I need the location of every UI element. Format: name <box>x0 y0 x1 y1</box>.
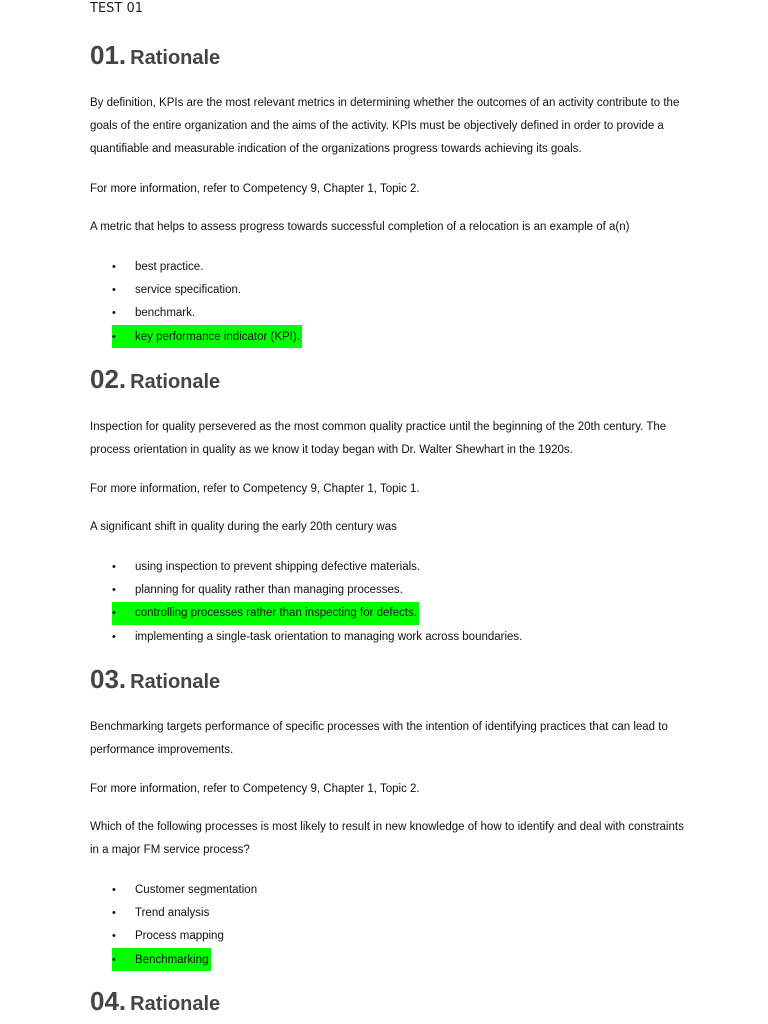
option-text: Benchmarking <box>135 953 209 966</box>
section-number: 03. <box>90 664 127 694</box>
answer-option <box>112 578 403 601</box>
bullet-icon: • <box>112 930 116 943</box>
bullet-icon: • <box>112 953 116 966</box>
section-2-heading <box>90 364 220 395</box>
answer-option <box>112 255 203 278</box>
section-2-reference: For more information, refer to Competency 9, Chapter 1, Topic 1. <box>90 483 420 495</box>
option-text: implementing a single-task orientation to managing work across boundaries. <box>135 630 523 643</box>
section-1-rationale: By definition, KPIs are the most relevant metrics in determining whether the outcomes of an activity contribute to the goals of the entire organization and the aims of the activity. KPIs must be objectively defined in order to provide a quantifiable and measurable indication of the organizations progress towards achieving its goals. <box>90 97 680 155</box>
section-3-rationale: Benchmarking targets performance of specific processes with the intention of identifying practices that can lead to performance improvements. <box>90 721 668 756</box>
section-3-question: Which of the following processes is most likely to result in new knowledge of how to identify and deal with constraints in a major FM service process? <box>90 821 684 856</box>
section-2-rationale: Inspection for quality persevered as the most common quality practice until the beginning of the 20th century. The process orientation in quality as we know it today began with Dr. Walter Shewhart in the 1920s. <box>90 421 667 456</box>
section-heading-label: Rationale <box>130 371 221 393</box>
section-number: 04. <box>90 986 127 1016</box>
section-1-heading <box>90 40 220 71</box>
document-title: TEST 01 <box>90 1 144 16</box>
section-3-heading <box>90 664 220 695</box>
correct-answer-option <box>112 602 419 625</box>
section-number: 02. <box>90 364 127 394</box>
option-text: controlling processes rather than inspecting for defects. <box>135 607 417 620</box>
answer-option <box>112 555 420 578</box>
section-heading-label: Rationale <box>130 993 221 1015</box>
bullet-icon: • <box>112 560 116 573</box>
answer-option <box>112 278 241 301</box>
bullet-icon: • <box>112 307 116 320</box>
bullet-icon: • <box>112 630 116 643</box>
section-2-question: A significant shift in quality during the early 20th century was <box>90 521 397 533</box>
answer-option <box>112 625 522 648</box>
option-text: best practice. <box>135 260 204 273</box>
section-3-reference: For more information, refer to Competency 9, Chapter 1, Topic 2. <box>90 783 420 795</box>
section-heading-label: Rationale <box>130 671 221 693</box>
section-1-question: A metric that helps to assess progress towards successful completion of a relocation is an example of a(n) <box>90 221 630 233</box>
option-text: benchmark. <box>135 307 196 320</box>
option-text: Customer segmentation <box>135 883 258 896</box>
bullet-icon: • <box>112 583 116 596</box>
correct-answer-option <box>112 325 302 348</box>
correct-answer-option <box>112 948 211 971</box>
answer-option <box>112 925 224 948</box>
answer-option <box>112 302 195 325</box>
section-2-options <box>112 555 522 648</box>
answer-option <box>112 878 257 901</box>
option-text: Trend analysis <box>135 906 210 919</box>
section-number: 01. <box>90 40 127 70</box>
section-3-options <box>112 878 257 971</box>
bullet-icon: • <box>112 607 116 620</box>
option-text: service specification. <box>135 283 242 296</box>
bullet-icon: • <box>112 330 116 343</box>
section-heading-label: Rationale <box>130 47 221 69</box>
bullet-icon: • <box>112 906 116 919</box>
section-4-heading <box>90 986 220 1017</box>
bullet-icon: • <box>112 883 116 896</box>
answer-option <box>112 901 209 924</box>
section-1-options <box>112 255 302 348</box>
option-text: Process mapping <box>135 930 224 943</box>
option-text: key performance indicator (KPI). <box>135 330 300 343</box>
option-text: planning for quality rather than managing processes. <box>135 583 403 596</box>
section-1-reference: For more information, refer to Competency 9, Chapter 1, Topic 2. <box>90 183 420 195</box>
bullet-icon: • <box>112 260 116 273</box>
bullet-icon: • <box>112 283 116 296</box>
option-text: using inspection to prevent shipping defective materials. <box>135 560 421 573</box>
